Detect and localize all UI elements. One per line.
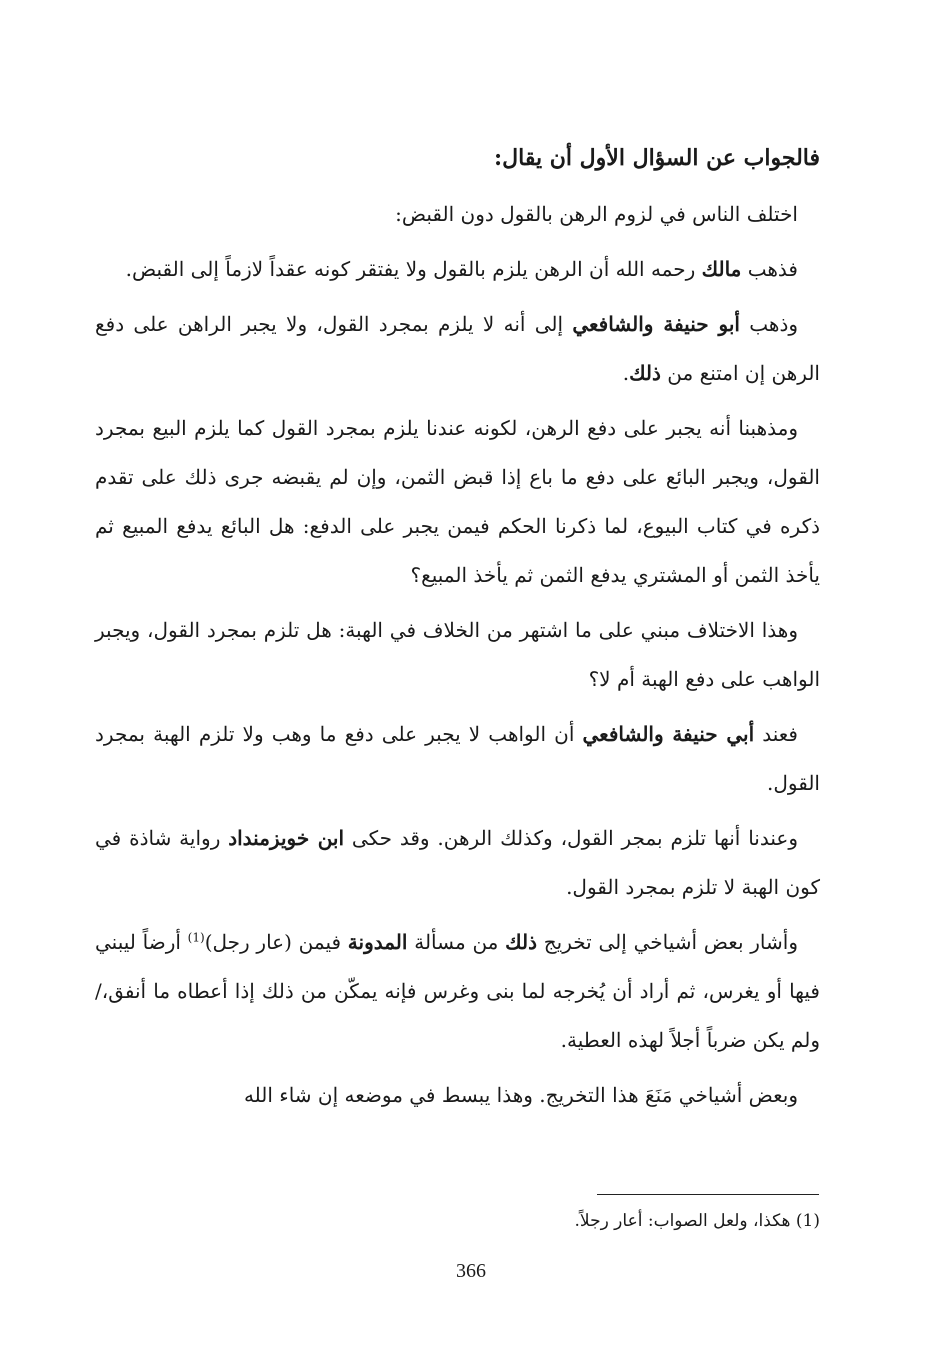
text-run: أرضاً ليبني فيها أو يغرس، ثم أراد أن يُخرجه لما بنى وغرس فإنه يمكّن من ذلك إذا أعطاه ما أنفق،/ ولم يكن ضرباً أجلاً لهذه العطية. [95, 930, 820, 1052]
text-run: وذهب [739, 312, 799, 336]
paragraph-our-school: ومذهبنا أنه يجبر على دفع الرهن، لكونه عندنا يلزم بمجرد القول كما يلزم البيع بمجرد القول، ويجبر البائع على دفع ما باع إذا قبض الثمن، وإن لم يقبضه جرى ذلك على تقدم ذكره في كتاب البيوع، لما ذكرنا الحكم فيمن يجبر على الدفع: هل البائع يدفع المبيع ثم يأخذ الثمن أو المشتري يدفع الثمن ثم يأخذ المبيع؟ [95, 416, 820, 587]
bold-word: ذلك [505, 930, 537, 954]
bold-name: مالك [701, 257, 742, 281]
text-run: إلى أنه لا يلزم بمجرد القول، ولا يجبر الراهن على دفع الرهن إن امتنع من [95, 312, 820, 385]
text-run: وأشار بعض أشياخي إلى تخريج [537, 930, 798, 954]
paragraph-hanafi-shafii [95, 300, 820, 398]
text-run: فعند [754, 722, 798, 746]
paragraph-ibn-khuwayzmindad [95, 814, 820, 912]
bold-word: ذلك [629, 361, 661, 385]
footnote: (1) هكذا، ولعل الصواب: أعار رجلاً. [574, 1211, 820, 1231]
page-body [95, 135, 820, 1126]
bold-name: أبي حنيفة والشافعي [582, 722, 755, 746]
text-run: . [622, 361, 630, 385]
footnote-divider [597, 1194, 819, 1195]
text-run: من مسألة [407, 930, 506, 954]
text-run: فذهب [741, 257, 798, 281]
paragraph-closing: وبعض أشياخي مَنَعَ هذا التخريج. وهذا يبسط في موضعه إن شاء الله [243, 1083, 798, 1107]
paragraph-intro: اختلف الناس في لزوم الرهن بالقول دون القبض: [395, 202, 798, 226]
paragraph-hanafi-gift [95, 710, 820, 808]
page-number: 366 [456, 1260, 486, 1282]
bold-name: المدونة [347, 930, 408, 954]
section-heading: فالجواب عن السؤال الأول أن يقال: [494, 145, 820, 171]
text-run: فيمن (عار رجل) [204, 930, 348, 954]
paragraph-malik [95, 245, 820, 294]
paragraph-mudawwana [95, 918, 820, 1065]
text-run: أن الواهب لا يجبر على دفع ما وهب ولا تلزم الهبة بمجرد القول. [95, 722, 820, 795]
text-run: وعندنا أنها تلزم بمجر القول، وكذلك الرهن. وقد حكى [344, 826, 798, 850]
text-run: رحمه الله أن الرهن يلزم بالقول ولا يفتقر كونه عقداً لازماً إلى القبض. [125, 257, 702, 281]
text-run: رواية شاذة في كون الهبة لا تلزم بمجرد القول. [95, 826, 820, 899]
bold-name: أبو حنيفة والشافعي [572, 312, 740, 336]
paragraph-gift-dispute: وهذا الاختلاف مبني على ما اشتهر من الخلاف في الهبة: هل تلزم بمجرد القول، ويجبر الواهب على دفع الهبة أم لا؟ [95, 618, 820, 691]
bold-name: ابن خويزمنداد [228, 826, 345, 850]
footnote-marker[interactable]: (1) [187, 930, 205, 945]
